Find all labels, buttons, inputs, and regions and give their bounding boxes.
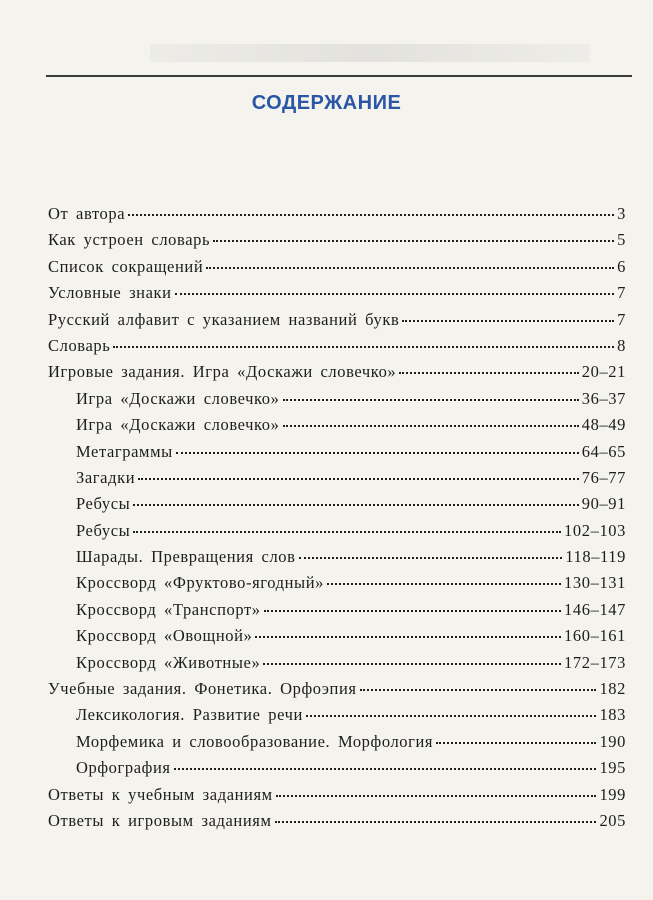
top-rule	[46, 75, 632, 77]
toc-subentry[interactable]	[48, 547, 626, 573]
toc-entry-page: 102–103	[564, 520, 626, 540]
dot-leader	[264, 610, 561, 612]
toc-subentry[interactable]	[48, 389, 626, 415]
toc-entry-page: 7	[617, 283, 626, 303]
toc-entry-label: Условные знаки	[48, 283, 172, 303]
toc-entry-label: Ответы к учебным заданиям	[48, 784, 273, 804]
toc-entry-label: Список сокращений	[48, 256, 204, 276]
toc-entry-page: 20–21	[581, 362, 626, 382]
toc-entry-page: 205	[599, 810, 626, 830]
toc-entry-label: Ребусы	[76, 494, 131, 514]
dot-leader	[283, 425, 579, 427]
toc-subentry[interactable]	[48, 626, 626, 652]
toc-entry-page: 3	[617, 204, 626, 223]
toc-entry-label: Ребусы	[76, 520, 131, 540]
dot-leader	[213, 240, 614, 242]
toc-entry-page: 195	[599, 758, 626, 778]
toc-entry-label: Кроссворд «Фруктово-ягодный»	[76, 573, 324, 593]
toc-entry-page: 183	[599, 705, 626, 725]
dot-leader	[255, 636, 561, 638]
dot-leader	[263, 663, 561, 665]
toc-entry[interactable]	[48, 336, 626, 362]
toc-entry-label: Игровые задания. Игра «Доскажи словечко»	[48, 362, 397, 382]
dot-leader	[113, 346, 614, 348]
toc-subentry[interactable]	[48, 415, 626, 441]
dot-leader	[276, 795, 597, 797]
toc-subentry[interactable]	[48, 442, 626, 468]
toc-entry[interactable]	[48, 283, 626, 309]
dot-leader	[128, 214, 614, 216]
dot-leader	[327, 583, 561, 585]
toc-entry-page: 190	[599, 731, 626, 751]
dot-leader	[206, 267, 614, 269]
dot-leader	[299, 557, 563, 559]
toc-entry-label: Учебные задания. Фонетика. Орфоэпия	[48, 679, 357, 699]
dot-leader	[133, 531, 561, 533]
toc-subentry[interactable]	[48, 758, 626, 784]
toc-entry-label: Игра «Доскажи словечко»	[76, 415, 280, 435]
dot-leader	[175, 293, 615, 295]
toc-entry-label: Кроссворд «Транспорт»	[76, 599, 261, 619]
toc-entry-label: От автора	[48, 204, 126, 223]
toc-entry[interactable]	[48, 811, 626, 837]
toc-entry-page: 199	[599, 784, 626, 804]
toc-subentry[interactable]	[48, 600, 626, 626]
toc-entry-page: 7	[617, 309, 626, 329]
toc-entry-page: 48–49	[581, 415, 626, 435]
toc-entry-label: Орфография	[76, 758, 171, 778]
toc-entry[interactable]	[48, 257, 626, 283]
toc-entry-page: 160–161	[564, 626, 626, 646]
toc-subentry[interactable]	[48, 705, 626, 731]
toc-subentry[interactable]	[48, 494, 626, 520]
dot-leader	[283, 399, 579, 401]
toc-entry-label: Морфемика и словообразование. Морфология	[76, 731, 434, 751]
toc-entry-label: Метаграммы	[76, 441, 173, 461]
toc-entry-label: Русский алфавит с указанием названий букв	[48, 309, 400, 329]
dot-leader	[174, 768, 597, 770]
toc-entry-label: Загадки	[76, 467, 136, 487]
dot-leader	[436, 742, 596, 744]
toc-entry-label: Шарады. Превращения слов	[76, 547, 296, 567]
page-title: СОДЕРЖАНИЕ	[251, 92, 402, 114]
dot-leader	[176, 452, 579, 454]
toc-subentry[interactable]	[48, 732, 626, 758]
dot-leader	[306, 715, 597, 717]
toc-entry-page: 6	[617, 256, 626, 276]
toc-entry[interactable]	[48, 204, 626, 230]
dot-leader	[138, 478, 579, 480]
toc-entry[interactable]	[48, 362, 626, 388]
toc-entry-page: 5	[617, 230, 626, 250]
toc-entry-page: 76–77	[581, 467, 626, 487]
toc-entry-page: 90–91	[581, 494, 626, 514]
toc-entry-label: Кроссворд «Овощной»	[76, 626, 253, 646]
toc-subentry[interactable]	[48, 653, 626, 679]
toc-subentry[interactable]	[48, 573, 626, 599]
toc-entry-label: Словарь	[48, 335, 111, 355]
toc-entry-page: 182	[599, 679, 626, 699]
bleed-through-header	[150, 44, 590, 62]
dot-leader	[133, 504, 578, 506]
dot-leader	[360, 689, 597, 691]
toc-entry-label: Ответы к игровым заданиям	[48, 810, 272, 830]
toc-entry-label: Игра «Доскажи словечко»	[76, 388, 280, 408]
toc-entry[interactable]	[48, 230, 626, 256]
toc-entry-label: Лексикология. Развитие речи	[76, 705, 303, 725]
toc-entry[interactable]	[48, 679, 626, 705]
toc-entry-page: 118–119	[565, 547, 626, 567]
toc-entry-label: Кроссворд «Животные»	[76, 652, 261, 672]
dot-leader	[275, 821, 597, 823]
dot-leader	[402, 320, 614, 322]
toc-entry-page: 172–173	[564, 652, 626, 672]
toc-subentry[interactable]	[48, 468, 626, 494]
toc-entry-page: 8	[617, 335, 626, 355]
dot-leader	[399, 372, 578, 374]
toc-entry-page: 36–37	[581, 388, 626, 408]
toc-entry-page: 130–131	[564, 573, 626, 593]
toc-entry[interactable]	[48, 785, 626, 811]
toc-subentry[interactable]	[48, 521, 626, 547]
toc-entry-page: 64–65	[581, 441, 626, 461]
table-of-contents	[48, 204, 626, 837]
toc-entry-page: 146–147	[564, 599, 626, 619]
toc-entry[interactable]	[48, 310, 626, 336]
toc-entry-label: Как устроен словарь	[48, 230, 211, 250]
